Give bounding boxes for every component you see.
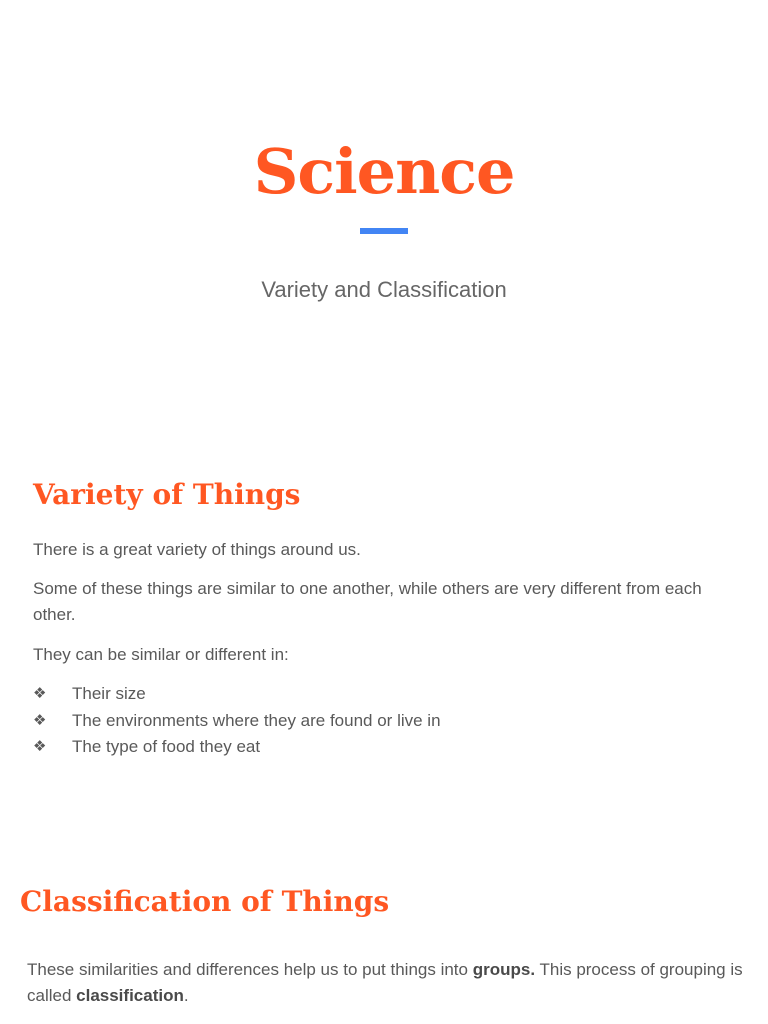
variety-heading: Variety of Things: [33, 478, 301, 511]
variety-bullet-list: [33, 681, 441, 761]
classification-paragraph: [27, 957, 747, 1009]
bold-term-classification: classification: [76, 986, 184, 1005]
accent-divider: [360, 228, 408, 234]
paragraph-text: Some of these things are similar to one another, while others are very different from each other.: [33, 579, 702, 624]
page-title: Science: [253, 135, 515, 208]
text-segment: .: [183, 986, 189, 1005]
paragraph-text: There is a great variety of things around us.: [33, 540, 361, 559]
list-item-text: The environments where they are found or live in: [72, 710, 441, 730]
classification-heading: Classification of Things: [20, 885, 390, 918]
bold-term-groups: groups.: [472, 960, 536, 979]
diamond-bullet-icon: ❖: [33, 738, 47, 755]
list-item: [33, 681, 441, 708]
list-item: [33, 734, 441, 761]
variety-paragraph-3: [33, 642, 743, 668]
variety-paragraph-1: [33, 537, 743, 563]
diamond-bullet-icon: ❖: [33, 685, 47, 702]
list-item-text: The type of food they eat: [72, 737, 261, 756]
list-item-text: Their size: [72, 684, 146, 703]
variety-paragraph-2: [33, 576, 748, 628]
list-item: [33, 708, 441, 735]
paragraph-text: [27, 957, 747, 1009]
paragraph-text: They can be similar or different in:: [33, 645, 289, 664]
text-segment: These similarities and differences help us to put things into: [27, 960, 473, 979]
text-segment: This process of grouping is called: [27, 960, 743, 1005]
page-subtitle: Variety and Classification: [261, 277, 507, 302]
diamond-bullet-icon: ❖: [33, 711, 47, 729]
title-block: [0, 136, 768, 304]
